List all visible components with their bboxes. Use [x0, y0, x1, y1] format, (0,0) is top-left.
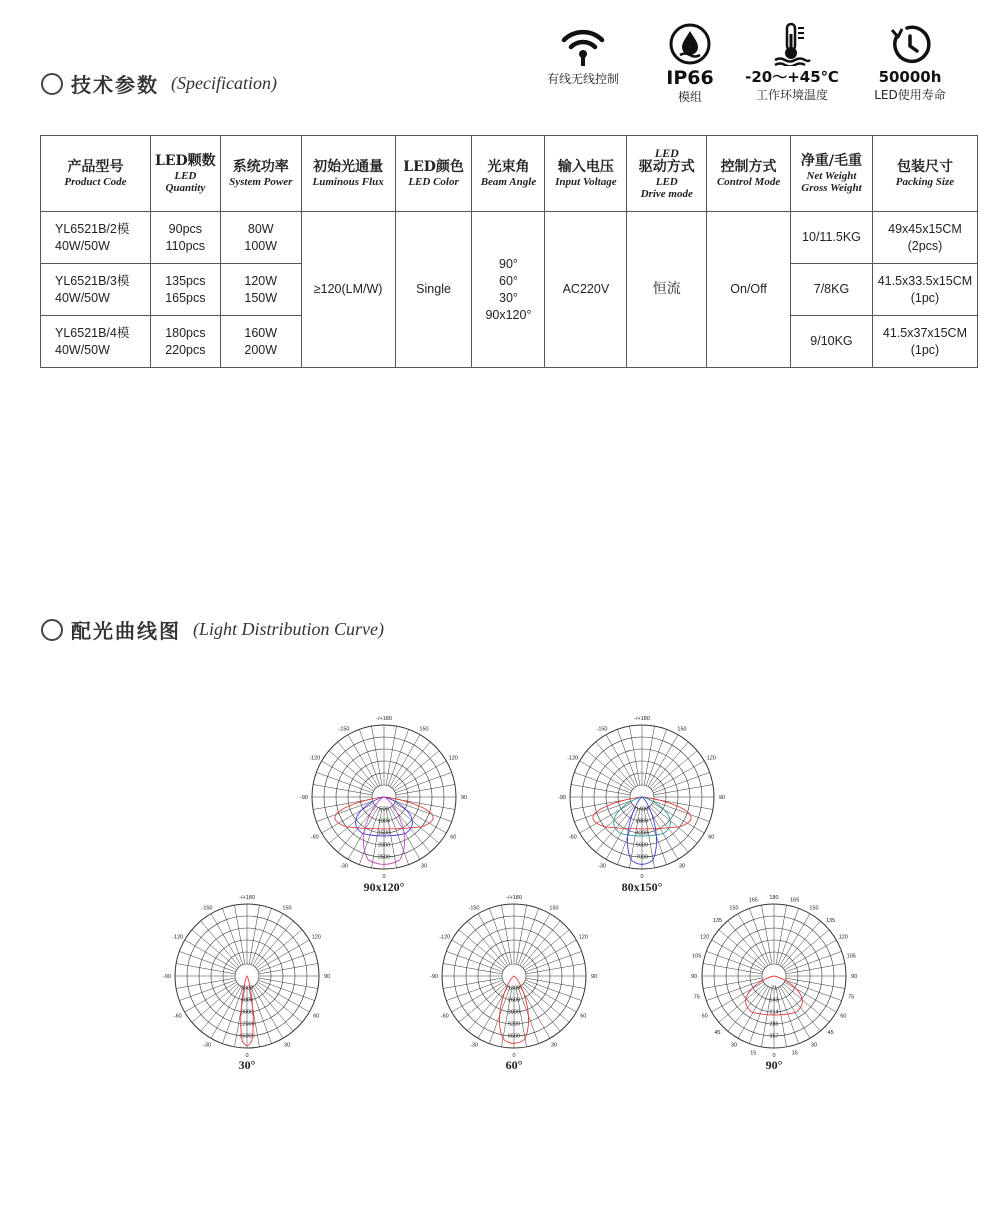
cell-product-code: YL6521B/3模 40W/50W	[41, 264, 151, 316]
header-system-power: 系统功率 System Power	[220, 136, 301, 212]
polar-angle-label: 30	[420, 863, 428, 870]
cell-system-power: 120W 150W	[220, 264, 301, 316]
polar-angle-label: -150	[338, 726, 350, 733]
polar-spoke	[782, 921, 821, 967]
feature-temperature-range: -20～+45℃	[745, 68, 839, 86]
polar-angle-label: -30	[470, 1042, 478, 1049]
polar-ring-label: 4200	[635, 830, 649, 837]
polar-ring-label: 3900	[507, 1009, 521, 1016]
polar-angle-label: -150	[468, 905, 480, 912]
polar-angle-label: 60	[840, 1013, 847, 1020]
polar-ring-label: 2600	[507, 997, 521, 1004]
cell-weight: 7/8KG	[791, 264, 873, 316]
polar-angle-label: 60	[313, 1013, 320, 1020]
header-weight: 净重/毛重 Net Weight Gross Weight	[791, 136, 873, 212]
cell-system-power: 160W 200W	[220, 316, 301, 368]
polar-spoke	[783, 930, 829, 969]
circle-bullet-icon	[41, 73, 63, 95]
cell-packing-size: 41.5x37x15CM (1pc)	[872, 316, 977, 368]
cell-weight: 9/10KG	[791, 316, 873, 368]
cell-luminous-flux: ≥120(LM/W)	[301, 212, 395, 368]
polar-angle-label: 15	[750, 1050, 757, 1057]
polar-ring-label: 71	[770, 985, 778, 992]
thermometer-icon	[742, 20, 842, 66]
polar-angle-label: 60	[580, 1013, 587, 1020]
polar-angle-label: -150	[596, 726, 608, 733]
spec-title-zh: 技术参数	[71, 73, 159, 97]
polar-ring-label: 214	[769, 1009, 779, 1016]
polar-angle-label: 165	[790, 897, 800, 904]
ldc-title-en: (Light Distribution Curve)	[193, 619, 385, 639]
polar-angle-label: 150	[282, 905, 292, 912]
polar-ring-label: 5600	[635, 842, 649, 849]
polar-angle-label: -60	[173, 1013, 182, 1020]
waterproof-drop-icon	[650, 20, 730, 66]
feature-lifetime	[860, 20, 960, 103]
polar-chart-80x150	[558, 715, 726, 880]
polar-angle-label: 60	[450, 834, 457, 841]
polar-ring-label: 2800	[635, 818, 649, 825]
polar-spoke	[728, 985, 767, 1031]
polar-angle-label: 0	[512, 1053, 516, 1059]
polar-angle-label: 30	[730, 1042, 738, 1049]
polar-label-60: 60°	[505, 1058, 523, 1072]
polar-angle-label: 150	[549, 905, 559, 912]
polar-angle-label: 120	[311, 934, 321, 941]
polar-angle-label: -30	[598, 863, 606, 870]
polar-ring-label: 15000	[239, 1033, 255, 1040]
feature-wifi-text: 有线无线控制	[546, 72, 619, 86]
feature-ip66-big: IP66	[666, 67, 714, 89]
polar-spoke	[459, 930, 505, 969]
polar-angle-label: 120	[706, 755, 716, 762]
polar-ring-label: 6000	[240, 997, 254, 1004]
polar-spoke	[783, 984, 829, 1023]
header-drive-mode: LED 驱动方式 LED Drive mode	[627, 136, 707, 212]
polar-ring-label: 7000	[635, 854, 649, 861]
feature-wifi	[535, 20, 631, 87]
polar-angle-label: 120	[448, 755, 458, 762]
cell-product-code: YL6521B/4模 40W/50W	[41, 316, 151, 368]
header-led-quantity: LED颗数 LED Quantity	[150, 136, 220, 212]
polar-angle-label: 150	[809, 905, 819, 912]
polar-spoke	[192, 984, 238, 1023]
cell-packing-size: 49x45x15CM (2pcs)	[872, 212, 977, 264]
polar-ring-label: 2000	[377, 842, 391, 849]
polar-angle-label: 120	[578, 934, 588, 941]
cell-control-mode: On/Off	[707, 212, 791, 368]
polar-ring-label: 12000	[239, 1021, 255, 1028]
cell-input-voltage: AC220V	[545, 212, 627, 368]
polar-angle-label: 30	[810, 1042, 818, 1049]
polar-spoke	[393, 751, 439, 790]
polar-ring-label: 1000	[377, 818, 391, 825]
header-input-voltage: 输入电压 Input Voltage	[545, 136, 627, 212]
wifi-icon	[535, 20, 631, 66]
polar-chart-60	[430, 894, 598, 1059]
polar-spoke	[256, 984, 302, 1023]
polar-angle-label: 135	[825, 918, 836, 925]
polar-angle-label: -30	[340, 863, 348, 870]
feature-temperature	[742, 20, 842, 103]
feature-lifetime-text: LED使用寿命	[874, 88, 946, 102]
polar-angle-label: 180	[769, 895, 779, 901]
cell-led-quantity: 180pcs 220pcs	[150, 316, 220, 368]
table-header-row	[41, 136, 978, 212]
cell-system-power: 80W 100W	[220, 212, 301, 264]
feature-ip66-text: 模组	[677, 90, 702, 104]
polar-angle-label: 105	[846, 953, 856, 960]
polar-angle-label: -120	[172, 934, 184, 941]
polar-spoke	[596, 742, 635, 788]
polar-angle-label: -90	[163, 974, 171, 980]
polar-spoke	[256, 930, 302, 969]
polar-ring-label: 1300	[507, 985, 521, 992]
polar-spoke	[201, 921, 240, 967]
polar-angle-label: 150	[729, 905, 739, 912]
polar-ring-label: 143	[769, 997, 779, 1004]
polar-angle-label: -90	[430, 974, 438, 980]
polar-angle-label: 60	[701, 1013, 708, 1020]
polar-spoke	[587, 751, 633, 790]
polar-spoke	[255, 985, 294, 1031]
clock-icon	[860, 20, 960, 66]
feature-temperature-text: 工作环境温度	[755, 88, 828, 102]
header-beam-angle: 光束角 Beam Angle	[472, 136, 545, 212]
polar-angle-label: -60	[310, 834, 319, 841]
polar-spoke	[523, 984, 569, 1023]
polar-angle-label: 90	[323, 974, 331, 980]
cell-weight: 10/11.5KG	[791, 212, 873, 264]
polar-ring-label: 3000	[240, 985, 254, 992]
polar-spoke	[587, 805, 633, 844]
polar-angle-label: 90	[850, 974, 858, 980]
cell-led-color: Single	[395, 212, 472, 368]
cell-packing-size: 41.5x33.5x15CM (1pc)	[872, 264, 977, 316]
polar-spoke	[782, 985, 821, 1031]
polar-spoke	[459, 984, 505, 1023]
polar-label-30: 30°	[238, 1058, 256, 1072]
circle-bullet-icon	[41, 619, 63, 641]
header-luminous-flux: 初始光通量 Luminous Flux	[301, 136, 395, 212]
polar-ring-label: 2500	[377, 854, 391, 861]
polar-spoke	[338, 742, 377, 788]
polar-angle-label: 15	[791, 1050, 798, 1057]
polar-ring-label: 1500	[377, 830, 391, 837]
polar-angle-label: -150	[201, 905, 213, 912]
header-product-code: 产品型号 Product Code	[41, 136, 151, 212]
header-led-color: LED颜色 LED Color	[395, 136, 472, 212]
polar-spoke	[522, 921, 561, 967]
polar-spoke	[329, 805, 375, 844]
polar-label-80x150: 80x150°	[621, 880, 663, 894]
polar-ring-label: 286	[769, 1021, 779, 1028]
ldc-section-title	[41, 615, 384, 644]
polar-angle-label: 120	[700, 934, 710, 941]
polar-angle-label: 45	[827, 1029, 834, 1036]
polar-angle-label: 105	[692, 953, 702, 960]
polar-spoke	[651, 751, 697, 790]
cell-beam-angle: 90° 60° 30° 90x120°	[472, 212, 545, 368]
polar-angle-label: -/+180	[506, 895, 522, 901]
polar-angle-label: 90	[690, 974, 698, 980]
polar-angle-label: 90	[718, 795, 726, 801]
polar-spoke	[392, 742, 431, 788]
polar-angle-label: 0	[772, 1053, 776, 1059]
header-control-mode: 控制方式 Control Mode	[707, 136, 791, 212]
spec-table	[40, 135, 978, 368]
polar-angle-label: 75	[693, 994, 700, 1001]
polar-label-90: 90°	[765, 1058, 783, 1072]
polar-angle-label: -/+180	[634, 716, 650, 722]
spec-section-title	[41, 69, 277, 98]
polar-chart-30	[163, 894, 331, 1059]
polar-angle-label: -120	[309, 755, 321, 762]
polar-spoke	[650, 742, 689, 788]
polar-spoke	[393, 805, 439, 844]
table-row	[41, 212, 978, 264]
polar-ring-label: 5200	[507, 1021, 521, 1028]
polar-angle-label: 90	[590, 974, 598, 980]
polar-angle-label: 0	[382, 874, 386, 880]
cell-led-quantity: 135pcs 165pcs	[150, 264, 220, 316]
polar-ring-label: 9000	[240, 1009, 254, 1016]
feature-lifetime-hours: 50000h	[878, 68, 942, 86]
polar-angle-label: 150	[419, 726, 429, 733]
polar-angle-label: -60	[568, 834, 577, 841]
polar-angle-label: -60	[440, 1013, 449, 1020]
header-packing-size: 包装尺寸 Packing Size	[872, 136, 977, 212]
polar-ring-label: 1400	[635, 806, 649, 813]
polar-angle-label: 165	[748, 897, 758, 904]
polar-angle-label: 150	[677, 726, 687, 733]
polar-angle-label: -120	[439, 934, 451, 941]
polar-ring-label: 6500	[507, 1033, 521, 1040]
polar-angle-label: -/+180	[376, 716, 392, 722]
polar-angle-label: 30	[283, 1042, 291, 1049]
spec-title-en: (Specification)	[171, 73, 277, 93]
polar-angle-label: 60	[708, 834, 715, 841]
polar-angle-label: 45	[714, 1029, 721, 1036]
polar-spoke	[192, 930, 238, 969]
feature-ip66	[650, 20, 730, 105]
polar-spoke	[329, 751, 375, 790]
polar-angle-label: 30	[550, 1042, 558, 1049]
cell-led-quantity: 90pcs 110pcs	[150, 212, 220, 264]
polar-spoke	[719, 930, 765, 969]
polar-spoke	[201, 985, 240, 1031]
polar-chart-90	[690, 894, 858, 1059]
polar-angle-label: 90	[460, 795, 468, 801]
polar-angle-label: 75	[848, 994, 855, 1001]
polar-spoke	[651, 805, 697, 844]
polar-label-90x120: 90x120°	[363, 880, 405, 894]
polar-angle-label: 0	[245, 1053, 249, 1059]
polar-angle-label: 30	[678, 863, 686, 870]
polar-angle-label: -120	[567, 755, 579, 762]
polar-angle-label: -90	[558, 795, 566, 801]
polar-spoke	[468, 921, 507, 967]
polar-spoke	[255, 921, 294, 967]
polar-ring-label: 357	[769, 1033, 779, 1040]
polar-angle-label: 0	[640, 874, 644, 880]
polar-spoke	[728, 921, 767, 967]
polar-ring-label: 500	[379, 806, 389, 813]
cell-product-code: YL6521B/2模 40W/50W	[41, 212, 151, 264]
ldc-title-zh: 配光曲线图	[71, 619, 181, 643]
polar-angle-label: -30	[203, 1042, 211, 1049]
polar-angle-label: 135	[712, 918, 723, 925]
polar-angle-label: -90	[300, 795, 308, 801]
polar-chart-90x120	[300, 715, 468, 880]
polar-spoke	[719, 984, 765, 1023]
cell-drive-mode: 恒流	[627, 212, 707, 368]
polar-angle-label: 120	[838, 934, 848, 941]
polar-angle-label: -/+180	[239, 895, 255, 901]
polar-spoke	[523, 930, 569, 969]
